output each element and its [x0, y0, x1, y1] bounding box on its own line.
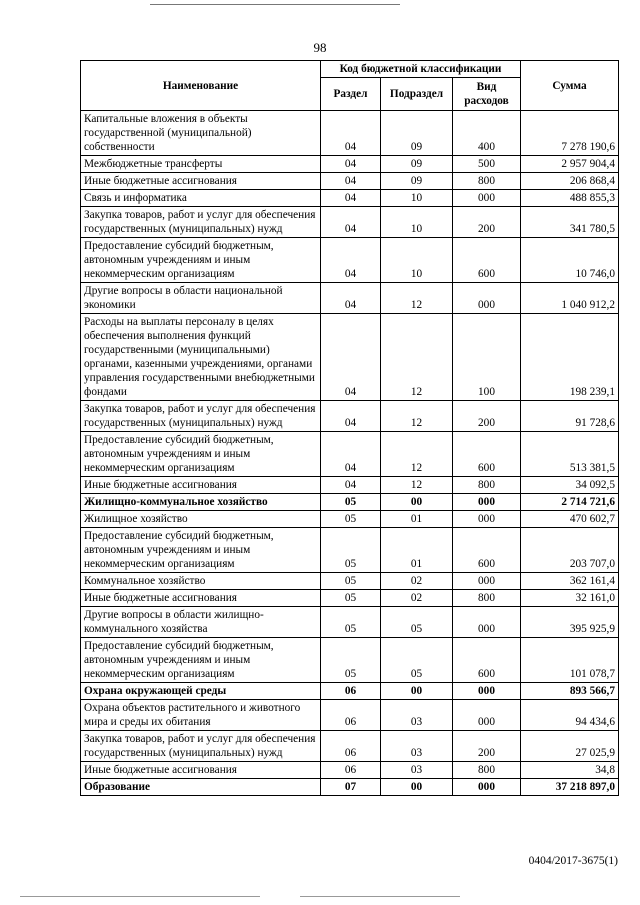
cell-expense-type: 400 — [453, 111, 521, 156]
cell-subsection: 05 — [381, 607, 453, 638]
scan-bottom-line — [20, 896, 260, 897]
cell-expense-type: 800 — [453, 590, 521, 607]
cell-subsection: 12 — [381, 477, 453, 494]
cell-expense-type: 800 — [453, 477, 521, 494]
cell-expense-type: 000 — [453, 607, 521, 638]
cell-subsection: 10 — [381, 207, 453, 238]
table-row — [81, 528, 619, 573]
cell-name: Иные бюджетные ассигнования — [81, 590, 321, 607]
cell-sum: 341 780,5 — [521, 207, 619, 238]
table-row — [81, 173, 619, 190]
cell-section: 05 — [321, 528, 381, 573]
cell-section: 06 — [321, 762, 381, 779]
table-row — [81, 156, 619, 173]
table-row — [81, 511, 619, 528]
cell-subsection: 03 — [381, 762, 453, 779]
table-row — [81, 494, 619, 511]
cell-sum: 513 381,5 — [521, 432, 619, 477]
table-row — [81, 401, 619, 432]
cell-sum: 395 925,9 — [521, 607, 619, 638]
header-name: Наименование — [81, 61, 321, 111]
cell-expense-type: 600 — [453, 638, 521, 683]
table-body — [81, 111, 619, 796]
cell-name: Закупка товаров, работ и услуг для обеспечения государственных (муниципальных) нужд — [81, 207, 321, 238]
cell-subsection: 03 — [381, 700, 453, 731]
cell-sum: 470 602,7 — [521, 511, 619, 528]
cell-expense-type: 000 — [453, 700, 521, 731]
cell-expense-type: 000 — [453, 494, 521, 511]
cell-name: Предоставление субсидий бюджетным, автономным учреждениям и иным некоммерческим организациям — [81, 432, 321, 477]
cell-expense-type: 000 — [453, 511, 521, 528]
cell-section: 05 — [321, 607, 381, 638]
cell-section: 05 — [321, 573, 381, 590]
cell-sum: 94 434,6 — [521, 700, 619, 731]
cell-section: 04 — [321, 207, 381, 238]
table-row — [81, 700, 619, 731]
cell-sum: 203 707,0 — [521, 528, 619, 573]
cell-sum: 10 746,0 — [521, 238, 619, 283]
cell-sum: 362 161,4 — [521, 573, 619, 590]
cell-section: 06 — [321, 683, 381, 700]
cell-name: Жилищно-коммунальное хозяйство — [81, 494, 321, 511]
cell-name: Охрана объектов растительного и животного мира и среды их обитания — [81, 700, 321, 731]
cell-expense-type: 200 — [453, 207, 521, 238]
cell-subsection: 02 — [381, 573, 453, 590]
table-row — [81, 283, 619, 314]
table-row — [81, 590, 619, 607]
cell-subsection: 12 — [381, 314, 453, 401]
cell-subsection: 01 — [381, 528, 453, 573]
table-row — [81, 111, 619, 156]
cell-sum: 1 040 912,2 — [521, 283, 619, 314]
cell-subsection: 01 — [381, 511, 453, 528]
table-row — [81, 762, 619, 779]
cell-section: 06 — [321, 731, 381, 762]
table-row — [81, 477, 619, 494]
cell-sum: 91 728,6 — [521, 401, 619, 432]
table-row — [81, 573, 619, 590]
cell-sum: 101 078,7 — [521, 638, 619, 683]
cell-name: Предоставление субсидий бюджетным, автономным учреждениям и иным некоммерческим организациям — [81, 528, 321, 573]
cell-subsection: 05 — [381, 638, 453, 683]
table-row — [81, 779, 619, 796]
cell-name: Другие вопросы в области жилищно-коммунального хозяйства — [81, 607, 321, 638]
cell-name: Межбюджетные трансферты — [81, 156, 321, 173]
cell-subsection: 09 — [381, 173, 453, 190]
cell-expense-type: 600 — [453, 528, 521, 573]
table-row — [81, 238, 619, 283]
cell-name: Капитальные вложения в объекты государственной (муниципальной) собственности — [81, 111, 321, 156]
cell-subsection: 12 — [381, 432, 453, 477]
cell-subsection: 12 — [381, 283, 453, 314]
cell-name: Коммунальное хозяйство — [81, 573, 321, 590]
cell-expense-type: 000 — [453, 190, 521, 207]
cell-subsection: 02 — [381, 590, 453, 607]
cell-sum: 32 161,0 — [521, 590, 619, 607]
cell-section: 04 — [321, 173, 381, 190]
header-section: Раздел — [321, 78, 381, 111]
cell-section: 07 — [321, 779, 381, 796]
cell-sum: 2 714 721,6 — [521, 494, 619, 511]
scan-top-line — [150, 4, 400, 5]
table-row — [81, 207, 619, 238]
cell-sum: 34,8 — [521, 762, 619, 779]
cell-name: Иные бюджетные ассигнования — [81, 762, 321, 779]
table-row — [81, 314, 619, 401]
cell-sum: 37 218 897,0 — [521, 779, 619, 796]
cell-expense-type: 000 — [453, 573, 521, 590]
table-row — [81, 607, 619, 638]
cell-expense-type: 500 — [453, 156, 521, 173]
document-code: 0404/2017-3675(1) — [528, 855, 618, 867]
cell-section: 05 — [321, 494, 381, 511]
cell-expense-type: 200 — [453, 401, 521, 432]
cell-name: Образование — [81, 779, 321, 796]
table-row — [81, 731, 619, 762]
cell-subsection: 00 — [381, 494, 453, 511]
table-row — [81, 638, 619, 683]
cell-subsection: 10 — [381, 190, 453, 207]
cell-section: 04 — [321, 432, 381, 477]
cell-section: 04 — [321, 156, 381, 173]
header-classification-group: Код бюджетной классификации — [321, 61, 521, 78]
cell-sum: 198 239,1 — [521, 314, 619, 401]
table-row — [81, 683, 619, 700]
cell-name: Расходы на выплаты персоналу в целях обеспечения выполнения функций государственными (муниципальными) органами, казенными учреждениями, органами управления государственными внебюджетными фондами — [81, 314, 321, 401]
cell-name: Связь и информатика — [81, 190, 321, 207]
cell-name: Другие вопросы в области национальной экономики — [81, 283, 321, 314]
cell-name: Предоставление субсидий бюджетным, автономным учреждениям и иным некоммерческим организациям — [81, 638, 321, 683]
cell-expense-type: 800 — [453, 173, 521, 190]
cell-name: Предоставление субсидий бюджетным, автономным учреждениям и иным некоммерческим организациям — [81, 238, 321, 283]
cell-section: 04 — [321, 111, 381, 156]
cell-expense-type: 100 — [453, 314, 521, 401]
cell-subsection: 10 — [381, 238, 453, 283]
cell-sum: 488 855,3 — [521, 190, 619, 207]
cell-name: Иные бюджетные ассигнования — [81, 477, 321, 494]
cell-section: 04 — [321, 477, 381, 494]
cell-sum: 27 025,9 — [521, 731, 619, 762]
cell-sum: 7 278 190,6 — [521, 111, 619, 156]
cell-section: 04 — [321, 314, 381, 401]
table-row — [81, 432, 619, 477]
cell-subsection: 09 — [381, 111, 453, 156]
cell-subsection: 12 — [381, 401, 453, 432]
cell-name: Иные бюджетные ассигнования — [81, 173, 321, 190]
scan-bottom-line — [300, 896, 460, 897]
cell-expense-type: 000 — [453, 683, 521, 700]
header-expense-type: Вид расходов — [453, 78, 521, 111]
cell-expense-type: 600 — [453, 432, 521, 477]
cell-name: Закупка товаров, работ и услуг для обеспечения государственных (муниципальных) нужд — [81, 401, 321, 432]
cell-subsection: 03 — [381, 731, 453, 762]
cell-expense-type: 600 — [453, 238, 521, 283]
cell-expense-type: 000 — [453, 283, 521, 314]
header-sum: Сумма — [521, 61, 619, 111]
cell-section: 04 — [321, 238, 381, 283]
cell-sum: 2 957 904,4 — [521, 156, 619, 173]
cell-section: 04 — [321, 401, 381, 432]
cell-name: Закупка товаров, работ и услуг для обеспечения государственных (муниципальных) нужд — [81, 731, 321, 762]
cell-section: 05 — [321, 590, 381, 607]
cell-section: 04 — [321, 190, 381, 207]
cell-expense-type: 200 — [453, 731, 521, 762]
cell-sum: 34 092,5 — [521, 477, 619, 494]
header-subsection: Подраздел — [381, 78, 453, 111]
cell-sum: 893 566,7 — [521, 683, 619, 700]
cell-expense-type: 800 — [453, 762, 521, 779]
cell-name: Охрана окружающей среды — [81, 683, 321, 700]
cell-expense-type: 000 — [453, 779, 521, 796]
budget-table — [80, 60, 619, 796]
table-row — [81, 190, 619, 207]
page-number: 98 — [313, 40, 327, 55]
cell-section: 05 — [321, 638, 381, 683]
cell-sum: 206 868,4 — [521, 173, 619, 190]
cell-subsection: 00 — [381, 683, 453, 700]
cell-name: Жилищное хозяйство — [81, 511, 321, 528]
cell-subsection: 00 — [381, 779, 453, 796]
cell-section: 06 — [321, 700, 381, 731]
cell-subsection: 09 — [381, 156, 453, 173]
cell-section: 04 — [321, 283, 381, 314]
cell-section: 05 — [321, 511, 381, 528]
